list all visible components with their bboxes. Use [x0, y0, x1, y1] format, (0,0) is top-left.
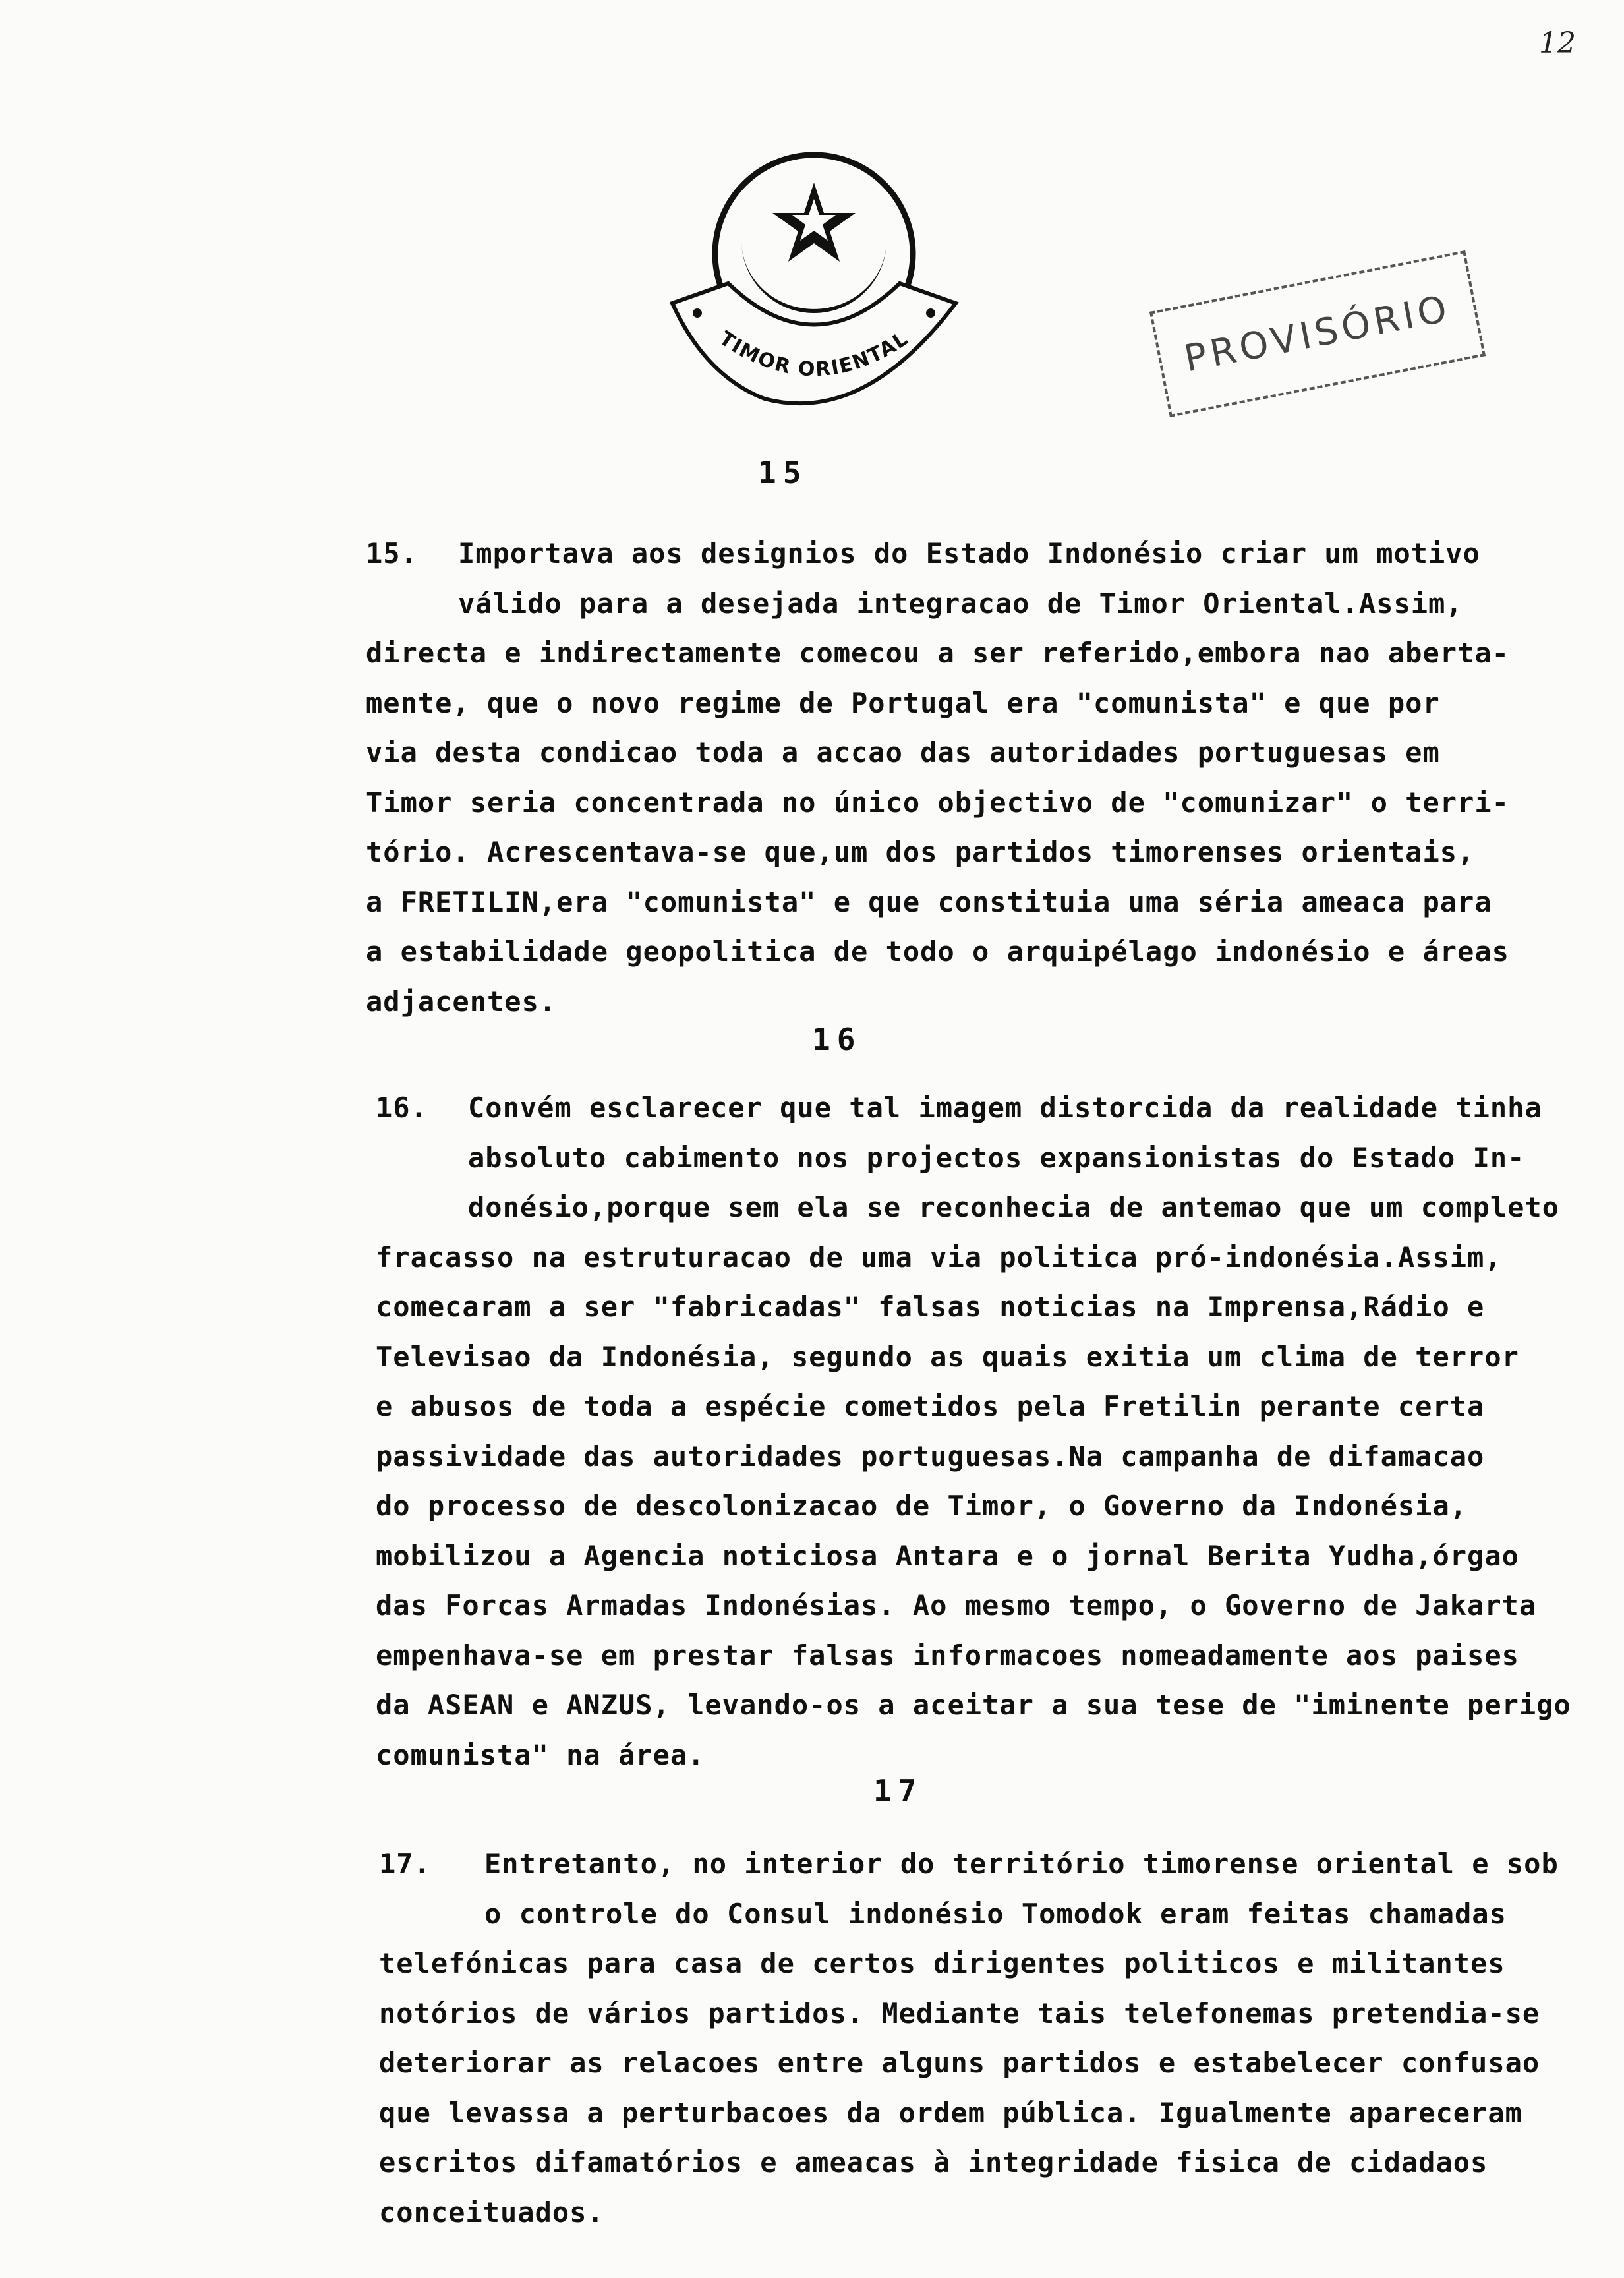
paragraph-line: Entretanto, no interior do território timorense oriental e sob: [484, 1848, 1559, 1880]
paragraph-line: Timor seria concentrada no único objectivo de "comunizar" o terri-: [366, 786, 1509, 819]
provisorio-stamp: [1149, 250, 1486, 417]
paragraph-line: via desta condicao toda a accao das autoridades portuguesas em: [366, 736, 1440, 769]
paragraph-line: Televisao da Indonésia, segundo as quais exitia um clima de terror: [376, 1340, 1519, 1373]
paragraph-number: 16.: [376, 1092, 428, 1124]
paragraph-line: a FRETILIN,era "comunista" e que constituia uma séria ameaca para: [366, 885, 1492, 918]
paragraph-line: directa e indirectamente comecou a ser referido,embora nao aberta-: [366, 637, 1509, 669]
paragraph-line: mobilizou a Agencia noticiosa Antara e o jornal Berita Yudha,órgao: [376, 1539, 1519, 1572]
paragraph-line: válido para a desejada integracao de Timor Oriental.Assim,: [458, 587, 1463, 620]
paragraph-number: 17.: [379, 1848, 431, 1880]
paragraph-line: absoluto cabimento nos projectos expansionistas do Estado In-: [468, 1141, 1525, 1174]
paragraph-line: Convém esclarecer que tal imagem distorcida da realidade tinha: [468, 1092, 1542, 1124]
paragraph-line: donésio,porque sem ela se reconhecia de antemao que um completo: [468, 1191, 1560, 1223]
timor-oriental-emblem: [666, 148, 962, 419]
paragraph-line: deteriorar as relacoes entre alguns partidos e estabelecer confusao: [379, 2047, 1540, 2079]
paragraph-line: notórios de vários partidos. Mediante tais telefonemas pretendia-se: [379, 1997, 1540, 2030]
paragraph-line: que levassa a perturbacoes da ordem pública. Igualmente apareceram: [379, 2096, 1522, 2129]
paragraph-line: do processo de descolonizacao de Timor, o Governo da Indonésia,: [376, 1490, 1468, 1522]
paragraph-line: Importava aos designios do Estado Indonésio criar um motivo: [458, 537, 1480, 570]
paragraph-16: [376, 1083, 1615, 1780]
paragraph-line: empenhava-se em prestar falsas informacoes nomeadamente aos paises: [376, 1639, 1519, 1672]
stamp-text: PROVISÓRIO: [1180, 287, 1455, 381]
paragraph-line: da ASEAN e ANZUS, levando-os a aceitar a sua tese de "iminente perigo: [376, 1689, 1571, 1721]
paragraph-line: mente, que o novo regime de Portugal era "comunista" e que por: [366, 686, 1440, 719]
paragraph-17: [379, 1839, 1618, 2237]
paragraph-15: [366, 529, 1605, 1026]
paragraph-line: telefónicas para casa de certos dirigentes politicos e militantes: [379, 1947, 1505, 1979]
paragraph-line: escritos difamatórios e ameacas à integridade fisica de cidadaos: [379, 2146, 1488, 2178]
paragraph-line: passividade das autoridades portuguesas.Na campanha de difamacao: [376, 1440, 1485, 1473]
paragraph-line: comecaram a ser "fabricadas" falsas noticias na Imprensa,Rádio e: [376, 1291, 1485, 1323]
paragraph-line: e abusos de toda a espécie cometidos pela Fretilin perante certa: [376, 1390, 1485, 1422]
paragraph-number: 15.: [366, 537, 418, 570]
emblem-text: TIMOR ORIENTAL: [714, 326, 914, 382]
section-heading-16: 16: [812, 1022, 862, 1057]
page-number: 12: [1539, 26, 1576, 60]
paragraph-line: o controle do Consul indonésio Tomodok eram feitas chamadas: [484, 1897, 1507, 1930]
section-heading-17: 17: [873, 1773, 923, 1809]
paragraph-line: tório. Acrescentava-se que,um dos partidos timorenses orientais,: [366, 836, 1475, 868]
paragraph-line: a estabilidade geopolitica de todo o arquipélago indonésio e áreas: [366, 935, 1509, 968]
section-heading-15: 15: [758, 455, 808, 490]
paragraph-line: das Forcas Armadas Indonésias. Ao mesmo tempo, o Governo de Jakarta: [376, 1589, 1537, 1621]
paragraph-line: adjacentes.: [366, 985, 557, 1018]
paragraph-line: fracasso na estruturacao de uma via politica pró-indonésia.Assim,: [376, 1241, 1502, 1273]
paragraph-line: comunista" na área.: [376, 1738, 705, 1771]
paragraph-line: conceituados.: [379, 2196, 604, 2229]
